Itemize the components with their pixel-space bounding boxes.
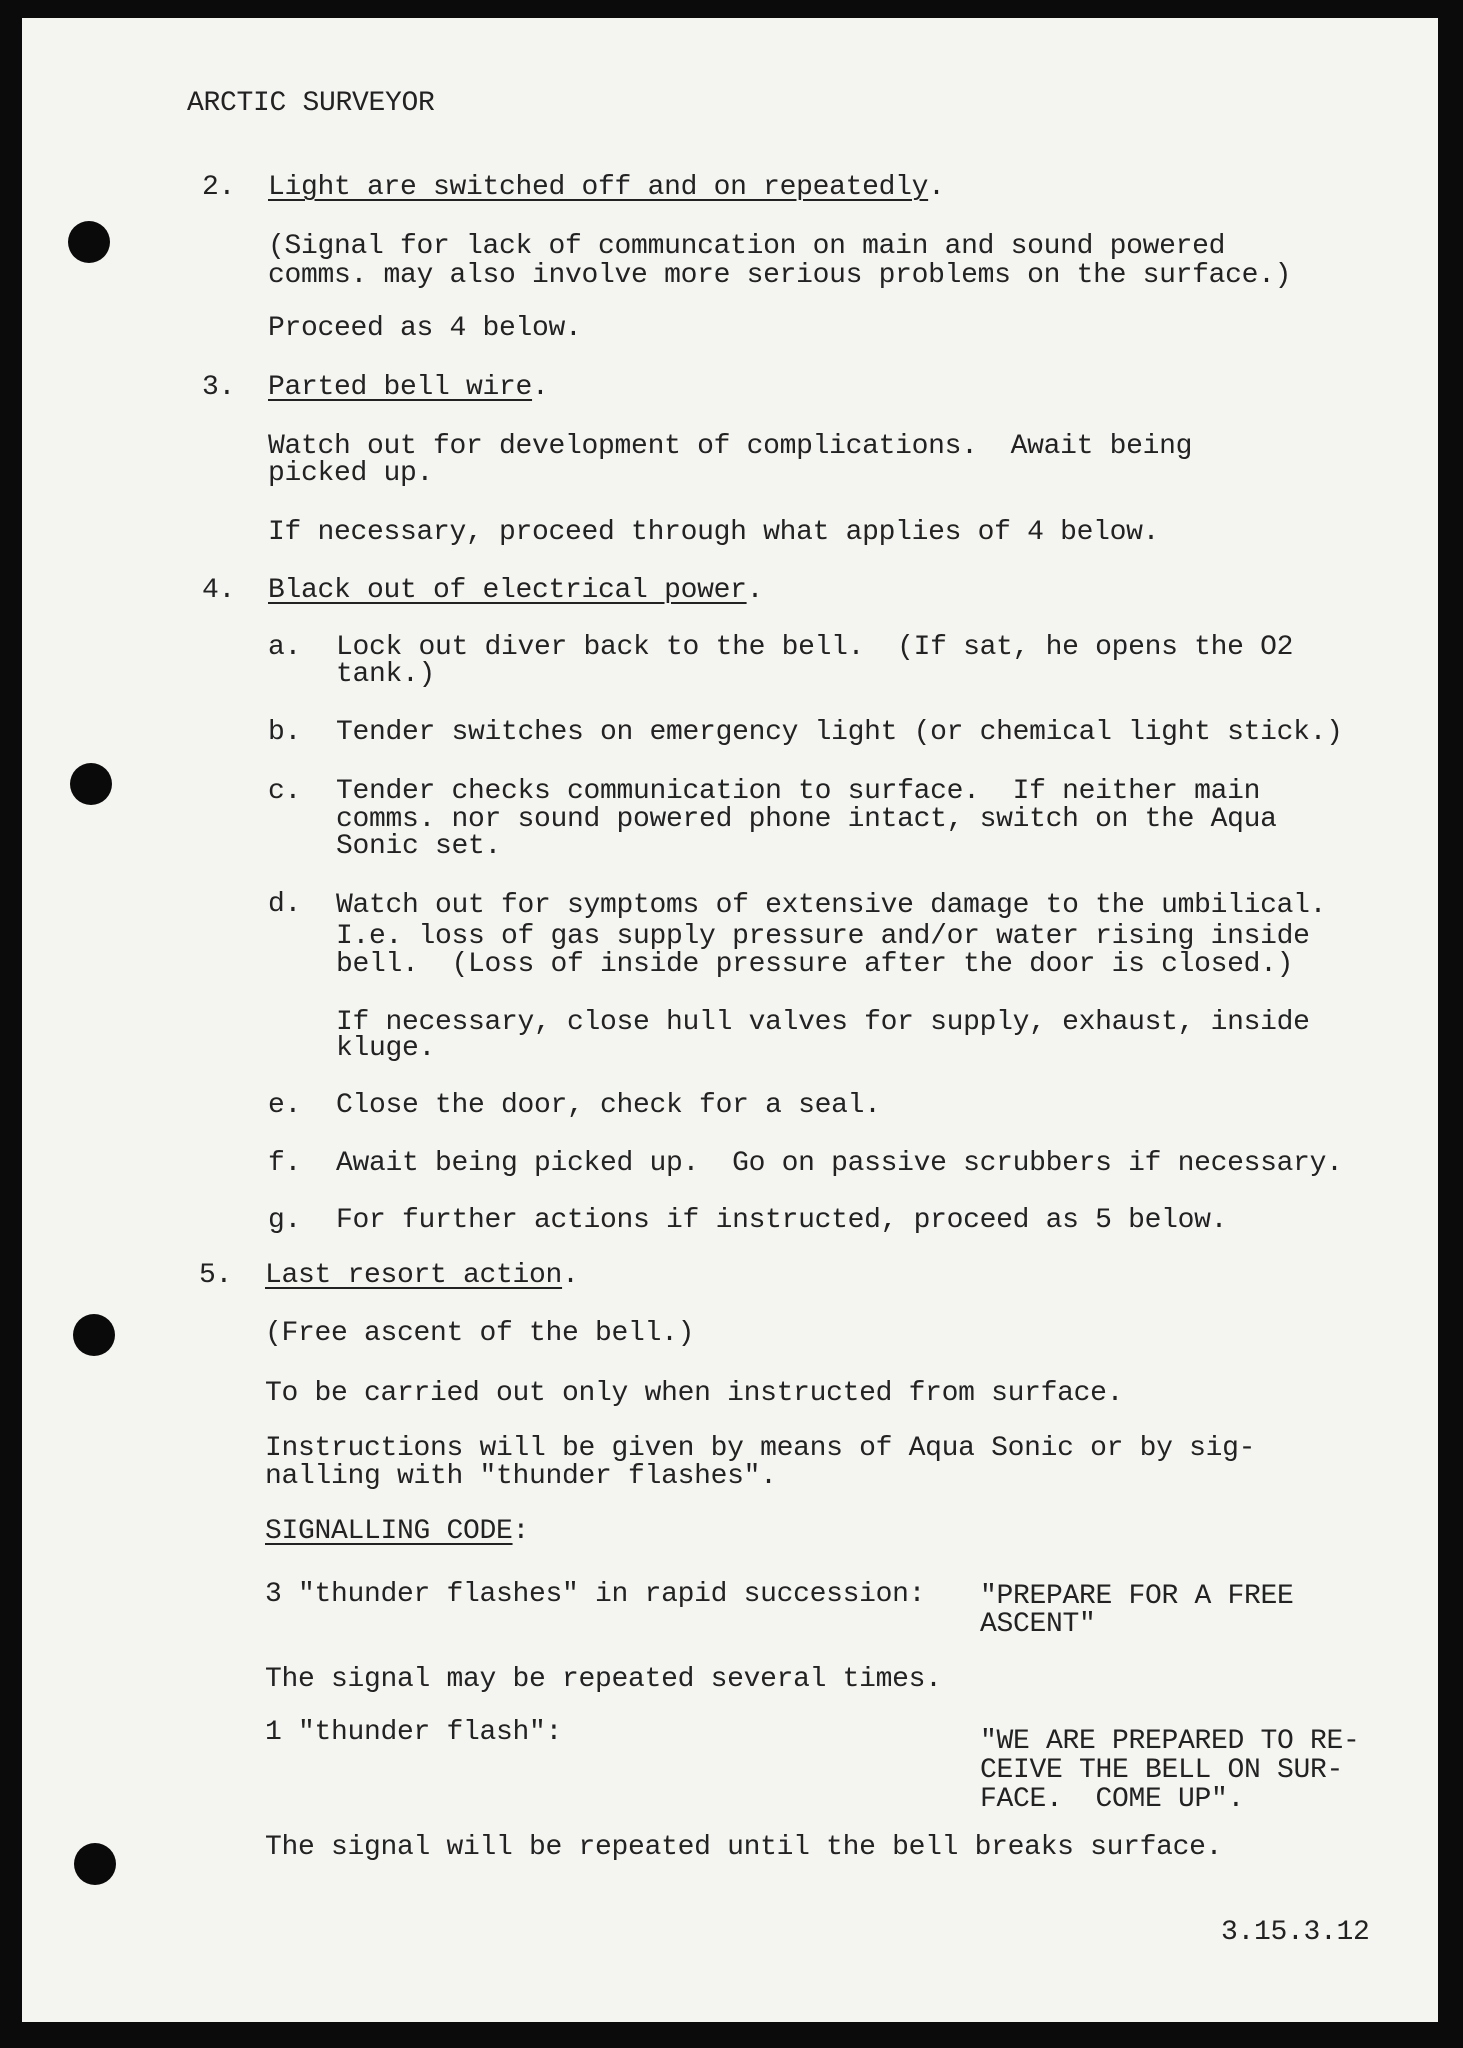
section-number: 3. [202, 372, 236, 403]
paragraph-line: Watch out for development of complications. Await being [268, 431, 1193, 462]
paragraph-line: comms. may also involve more serious problems on the surface.) [268, 260, 1292, 291]
item-line: bell. (Loss of inside pressure after the door is closed.) [336, 949, 1294, 980]
paragraph-line: If necessary, proceed through what applies of 4 below. [268, 517, 1160, 548]
item-line: tank.) [336, 659, 436, 690]
binder-hole [68, 221, 110, 263]
paragraph-line: The signal may be repeated several times. [265, 1664, 942, 1695]
paragraph-line: To be carried out only when instructed from surface. [265, 1378, 1124, 1409]
item-line: Tender checks communication to surface. If neither main [336, 776, 1261, 807]
item-line: Close the door, check for a seal. [336, 1090, 881, 1121]
item-line: Tender switches on emergency light (or chemical light stick.) [336, 717, 1343, 748]
paragraph-line: picked up. [268, 458, 434, 489]
signal-meaning: "WE ARE PREPARED TO RE- [980, 1726, 1360, 1757]
item-line: Watch out for symptoms of extensive damage to the umbilical. [336, 890, 1327, 921]
item-letter: a. [268, 632, 302, 663]
signalling-code-title: SIGNALLING CODE: [265, 1516, 530, 1547]
item-line: kluge. [336, 1033, 436, 1064]
signal-meaning: FACE. COME UP". [980, 1784, 1245, 1815]
item-letter: c. [268, 776, 302, 807]
binder-hole [74, 1843, 116, 1885]
signal-description: 1 "thunder flash": [265, 1717, 563, 1748]
section-number: 4. [202, 575, 236, 606]
section-title: Parted bell wire. [268, 372, 549, 403]
item-letter: b. [268, 717, 302, 748]
paragraph-line: nalling with "thunder flashes". [265, 1461, 777, 1492]
paragraph-line: Instructions will be given by means of Aqua Sonic or by sig- [265, 1433, 1256, 1464]
signalling-code-title-text: SIGNALLING CODE [265, 1516, 513, 1547]
section-title-text: Light are switched off and on repeatedly [268, 172, 929, 203]
item-line: Lock out diver back to the bell. (If sat, he opens the O2 [336, 632, 1294, 663]
document-header: ARCTIC SURVEYOR [187, 88, 435, 119]
binder-hole [73, 1314, 115, 1356]
section-title: Last resort action. [265, 1260, 579, 1291]
paragraph-line: The signal will be repeated until the bell breaks surface. [265, 1832, 1223, 1863]
item-line: comms. nor sound powered phone intact, switch on the Aqua [336, 804, 1277, 835]
signal-meaning: CEIVE THE BELL ON SUR- [980, 1755, 1344, 1786]
item-line: For further actions if instructed, proceed as 5 below. [336, 1205, 1228, 1236]
signal-meaning: "PREPARE FOR A FREE [980, 1581, 1294, 1612]
paragraph-line: (Signal for lack of communcation on main and sound powered [268, 231, 1226, 262]
item-line: If necessary, close hull valves for supply, exhaust, inside [336, 1007, 1310, 1038]
paragraph-line: Proceed as 4 below. [268, 313, 582, 344]
section-title-text: Parted bell wire [268, 372, 533, 403]
signal-description: 3 "thunder flashes" in rapid succession: [265, 1579, 926, 1610]
item-letter: g. [268, 1205, 302, 1236]
item-letter: e. [268, 1090, 302, 1121]
section-number: 2. [202, 172, 236, 203]
section-number: 5. [199, 1260, 233, 1291]
item-letter: f. [268, 1148, 302, 1179]
paragraph-line: (Free ascent of the bell.) [265, 1318, 695, 1349]
section-title-text: Last resort action [265, 1260, 563, 1291]
signal-meaning: ASCENT" [980, 1609, 1096, 1640]
section-title: Light are switched off and on repeatedly. [268, 172, 945, 203]
page-number: 3.15.3.12 [1221, 1917, 1370, 1948]
item-line: Sonic set. [336, 831, 502, 862]
section-title: Black out of electrical power. [268, 575, 764, 606]
section-title-text: Black out of electrical power [268, 575, 747, 606]
item-line: Await being picked up. Go on passive scrubbers if necessary. [336, 1148, 1343, 1179]
item-letter: d. [268, 889, 302, 920]
item-line: I.e. loss of gas supply pressure and/or water rising inside [336, 921, 1310, 952]
binder-hole [70, 763, 112, 805]
